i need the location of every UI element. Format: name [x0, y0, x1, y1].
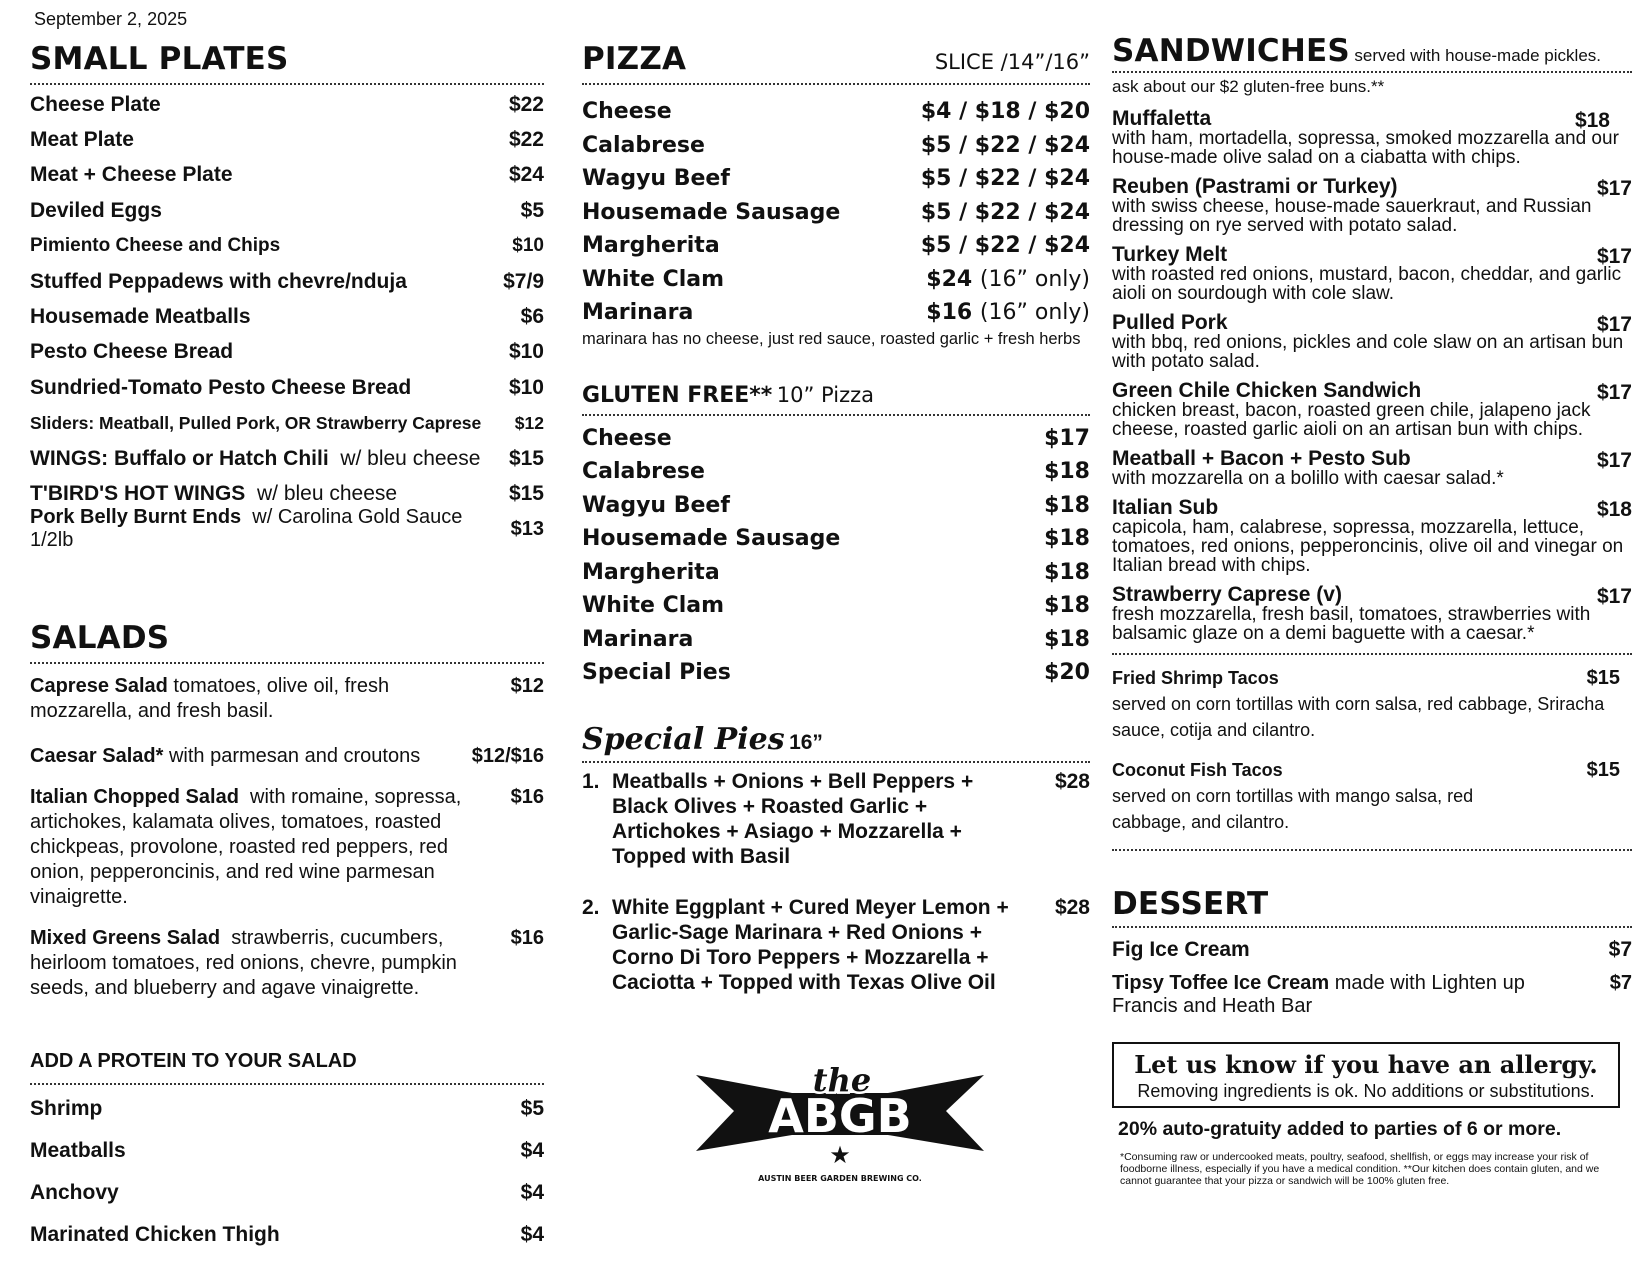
small-plate-item: Sundried-Tomato Pesto Cheese Bread $10: [30, 375, 544, 399]
small-plate-item: Pesto Cheese Bread $10: [30, 340, 544, 364]
allergy-notice: [1112, 1042, 1620, 1108]
special-pies-header: [582, 722, 1090, 763]
svg-text:AUSTIN BEER GARDEN BREWING CO.: AUSTIN BEER GARDEN BREWING CO.: [758, 1174, 922, 1183]
pizza-list: [582, 95, 1090, 330]
protein-item: Anchovy $4: [30, 1181, 544, 1204]
sandwich-item: Strawberry Caprese (v) $17 fresh mozzarella, fresh basil, tomatoes, strawberries with balsamic glaze on a demi baguette with a caesar.*: [1112, 585, 1632, 655]
sandwich-item: Meatball + Bacon + Pesto Sub $17 with mozzarella on a bolillo with caesar salad.*: [1112, 447, 1632, 489]
salad-item: Mixed Greens Salad strawberris, cucumbers, heirloom tomatoes, red onions, chevre, pumpkin seeds, and blueberry and agave vinaigrette. $16: [30, 927, 544, 1000]
svg-text:★: ★: [829, 1142, 851, 1169]
allergy-subtitle: Removing ingredients is ok. No additions or substitutions.: [1137, 1081, 1595, 1101]
sandwiches-subtitle: served with house-made pickles.: [1354, 46, 1601, 65]
gf-pizza-item: Cheese $17: [582, 425, 1090, 451]
salad-item: Caesar Salad* with parmesan and croutons $12/$16: [30, 745, 544, 768]
small-plates-list: [30, 87, 544, 552]
sandwich-item: Pulled Pork $17 with bbq, red onions, pickles and cole slaw on an artisan bun with potato salad.: [1112, 311, 1632, 372]
protein-item: Shrimp $5: [30, 1097, 544, 1120]
gf-pizza-item: Special Pies $20: [582, 660, 1090, 686]
sandwiches-title: SANDWICHES: [1112, 33, 1350, 69]
special-pies-list: [582, 769, 1090, 995]
protein-item: Meatballs $4: [30, 1139, 544, 1162]
sandwiches-note: ask about our $2 gluten-free buns.**: [1112, 77, 1385, 96]
gluten-free-list: [582, 422, 1090, 690]
gf-pizza-item: Marinara $18: [582, 626, 1090, 652]
pizza-title: PIZZA: [582, 41, 687, 77]
small-plate-item: Meat + Cheese Plate $24: [30, 163, 544, 187]
sandwich-item: Turkey Melt $17 with roasted red onions, mustard, bacon, cheddar, and garlic aioli on sourdough with cole slaw.: [1112, 243, 1632, 304]
protein-item: Marinated Chicken Thigh $4: [30, 1223, 544, 1246]
sandwiches-list: [1112, 109, 1632, 655]
middle-column: [582, 36, 1090, 995]
dessert-item: Fig Ice Cream $7: [1112, 938, 1632, 961]
sandwiches-header: [1112, 33, 1632, 73]
protein-list: [30, 1088, 544, 1256]
salads-list: [30, 674, 544, 1001]
salad-item: Italian Chopped Salad with romaine, sopressa, artichokes, kalamata olives, tomatoes, roasted chickpeas, provolone, roasted red peppers, red onion, pepperoncinis, and red wine parmesan vinaigrette. $16: [30, 786, 544, 909]
abgb-logo: [696, 1055, 984, 1187]
left-column: [30, 36, 544, 1246]
gf-pizza-item: Housemade Sausage $18: [582, 526, 1090, 552]
pizza-item: Marinara $16 (16” only): [582, 300, 1090, 326]
gf-pizza-item: Wagyu Beef $18: [582, 492, 1090, 518]
small-plate-item: Housemade Meatballs $6: [30, 305, 544, 329]
disclaimer: *Consuming raw or undercooked meats, poultry, seafood, shellfish, or eggs may increase your risk of foodborne illness, especially if you have a medical condition. **Our kitchen does contain gluten, and we cannot guarantee that your pizza or sandwich will be 100% gluten free.: [1120, 1151, 1600, 1187]
small-plate-item: T'BIRD'S HOT WINGS w/ bleu cheese $15: [30, 481, 544, 505]
gluten-free-header: [582, 383, 1090, 416]
right-column: [1112, 33, 1632, 1187]
abgb-logo-graphic: [696, 1055, 984, 1187]
small-plate-item: Pork Belly Burnt Ends w/ Carolina Gold Sauce 1/2lb $13: [30, 506, 544, 552]
pizza-sizes: SLICE /14”/16”: [934, 50, 1090, 74]
small-plate-item: Meat Plate $22: [30, 128, 544, 152]
pizza-item: Calabrese $5 / $22 / $24: [582, 132, 1090, 158]
sandwich-item: Italian Sub $18 capicola, ham, calabrese, sopressa, mozzarella, lettuce, tomatoes, red onions, pepperoncinis, olive oil and vinegar on Italian bread with chips.: [1112, 496, 1632, 576]
pizza-item: Wagyu Beef $5 / $22 / $24: [582, 166, 1090, 192]
dessert-item: Tipsy Toffee Ice Cream made with Lighten up Francis and Heath Bar $7: [1112, 972, 1632, 1017]
salads-title: SALADS: [30, 623, 544, 664]
pizza-item: White Clam $24 (16” only): [582, 266, 1090, 292]
special-pies-size: 16”: [789, 730, 823, 754]
gratuity-note: 20% auto-gratuity added to parties of 6 or more.: [1118, 1118, 1562, 1140]
pizza-footnote: marinara has no cheese, just red sauce, roasted garlic + fresh herbs: [582, 329, 1081, 348]
svg-text:ABGB: ABGB: [768, 1089, 912, 1143]
taco-item: Coconut Fish Tacos $15 served on corn tortillas with mango salsa, red cabbage, and cilantro.: [1112, 759, 1620, 832]
allergy-title: Let us know if you have an allergy.: [1134, 1050, 1598, 1079]
small-plate-item: WINGS: Buffalo or Hatch Chili w/ bleu cheese $15: [30, 446, 544, 470]
small-plates-title: SMALL PLATES: [30, 36, 544, 85]
sandwich-item: Muffaletta $18 with ham, mortadella, sopressa, smoked mozzarella and our house-made olive salad on a ciabatta with chips.: [1112, 107, 1619, 168]
special-pie-item: 2. White Eggplant + Cured Meyer Lemon + Garlic-Sage Marinara + Red Onions + Corno Di Toro Peppers + Mozzarella + Caciotta + Topped with Texas Olive Oil $28: [582, 895, 1090, 994]
gluten-free-title: GLUTEN FREE**: [582, 382, 773, 408]
gluten-free-subtitle: 10” Pizza: [776, 382, 874, 407]
small-plate-item: Deviled Eggs $5: [30, 198, 544, 222]
gf-pizza-item: Calabrese $18: [582, 459, 1090, 485]
gf-pizza-item: Margherita $18: [582, 559, 1090, 585]
sandwich-item: Green Chile Chicken Sandwich $17 chicken breast, bacon, roasted green chile, jalapeno jack cheese, roasted garlic aioli on an artisan bun with chips.: [1112, 379, 1632, 440]
menu-date: September 2, 2025: [34, 9, 188, 29]
salad-item: Caprese Salad tomatoes, olive oil, fresh mozzarella, and fresh basil. $12: [30, 675, 544, 723]
dessert-title: DESSERT: [1112, 889, 1632, 928]
pizza-item: Cheese $4 / $18 / $20: [582, 99, 1090, 125]
special-pie-item: 1. Meatballs + Onions + Bell Peppers + Black Olives + Roasted Garlic + Artichokes + Asiago + Mozzarella + Topped with Basil $28: [582, 769, 1090, 868]
pizza-header: [582, 36, 1090, 85]
gf-pizza-item: White Clam $18: [582, 593, 1090, 619]
special-pies-title: Special Pies: [582, 721, 785, 757]
sandwich-item: Reuben (Pastrami or Turkey) $17 with swiss cheese, house-made sauerkraut, and Russian dressing on rye served with potato salad.: [1112, 175, 1632, 236]
pizza-item: Housemade Sausage $5 / $22 / $24: [582, 199, 1090, 225]
small-plate-item: Stuffed Peppadews with chevre/nduja $7/9: [30, 269, 544, 293]
small-plate-item: Cheese Plate $22: [30, 92, 544, 116]
taco-item: Fried Shrimp Tacos $15 served on corn tortillas with corn salsa, red cabbage, Sriracha sauce, cotija and cilantro.: [1112, 667, 1620, 740]
small-plate-item: Pimiento Cheese and Chips $10: [30, 235, 544, 257]
svg-text:the: the: [812, 1061, 872, 1099]
dessert-list: [1112, 938, 1632, 1018]
protein-title: ADD A PROTEIN TO YOUR SALAD: [30, 1050, 544, 1085]
small-plate-item: Sliders: Meatball, Pulled Pork, OR Strawberry Caprese $12: [30, 412, 544, 433]
tacos-list: [1112, 665, 1632, 851]
pizza-item: Margherita $5 / $22 / $24: [582, 233, 1090, 259]
